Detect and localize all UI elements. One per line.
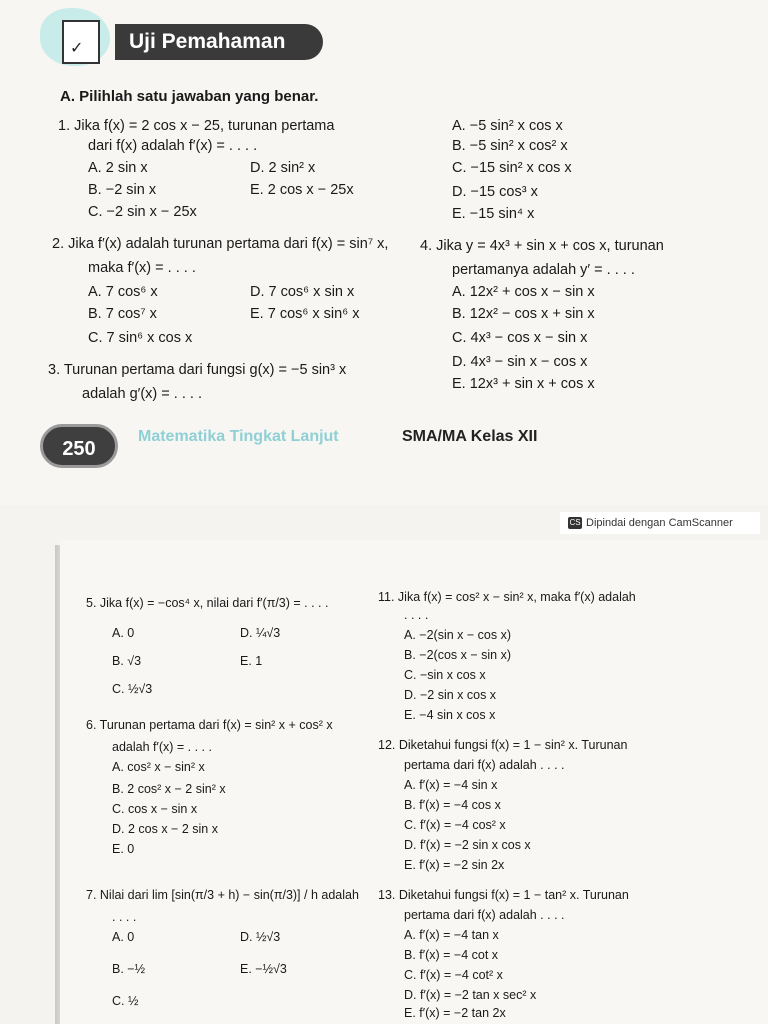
question-line: A. 2 sin x [88, 160, 148, 176]
question-line: D. −2 sin x cos x [404, 688, 497, 702]
page-number-badge: 250 [40, 424, 118, 468]
question-line: C. ½ [112, 994, 139, 1008]
book-subtitle: SMA/MA Kelas XII [402, 428, 538, 445]
question-line: C. 4x³ − cos x − sin x [452, 330, 588, 346]
question-line: B. 2 cos² x − 2 sin² x [112, 782, 226, 796]
question-line: D. ½√3 [240, 930, 281, 944]
camscanner-icon: CS [569, 518, 581, 528]
question-line: E. 2 cos x − 25x [250, 182, 354, 198]
book-title: Matematika Tingkat Lanjut [138, 428, 339, 445]
question-line: A. f′(x) = −4 sin x [404, 778, 498, 792]
question-line: D. ¼√3 [240, 626, 281, 640]
question-line: C. −15 sin² x cos x [452, 160, 572, 176]
question-line: 1. Jika f(x) = 2 cos x − 25, turunan pertama [58, 118, 335, 134]
question-line: adalah f′(x) = . . . . [112, 740, 212, 754]
question-line: D. f′(x) = −2 sin x cos x [404, 838, 531, 852]
question-line: C. cos x − sin x [112, 802, 198, 816]
section-instruction: A. Pilihlah satu jawaban yang benar. [60, 88, 319, 105]
question-line: A. 12x² + cos x − sin x [452, 284, 595, 300]
question-line: B. 12x² − cos x + sin x [452, 306, 595, 322]
question-line: E. f′(x) = −2 sin 2x [404, 858, 505, 872]
question-line: A. cos² x − sin² x [112, 760, 205, 774]
question-line: E. −15 sin⁴ x [452, 206, 535, 222]
camscanner-label: Dipindai dengan CamScanner [586, 517, 733, 529]
section-title: Uji Pemahaman [115, 24, 323, 60]
question-line: . . . . [404, 608, 429, 622]
question-line: B. f′(x) = −4 cos x [404, 798, 501, 812]
question-line: pertama dari f(x) adalah . . . . [404, 908, 565, 922]
question-line: 3. Turunan pertama dari fungsi g(x) = −5 sin³ x [48, 362, 347, 378]
question-line: D. 2 sin² x [250, 160, 316, 176]
question-line: 5. Jika f(x) = −cos⁴ x, nilai dari f′(π/3) = . . . . [86, 596, 329, 610]
question-line: 6. Turunan pertama dari f(x) = sin² x + cos² x [86, 718, 333, 732]
question-line: 12. Diketahui fungsi f(x) = 1 − sin² x. Turunan [378, 738, 628, 752]
question-line: C. −sin x cos x [404, 668, 486, 682]
question-line: E. 0 [112, 842, 135, 856]
question-line: D. 7 cos⁶ x sin x [250, 284, 355, 300]
question-line: C. 7 sin⁶ x cos x [88, 330, 193, 346]
question-line: E. 7 cos⁶ x sin⁶ x [250, 306, 360, 322]
question-line: C. −2 sin x − 25x [88, 204, 197, 220]
check-icon: ✓ [70, 40, 84, 57]
question-line: D. 4x³ − sin x − cos x [452, 354, 588, 370]
question-line: 13. Diketahui fungsi f(x) = 1 − tan² x. Turunan [378, 888, 629, 902]
question-line: E. −4 sin x cos x [404, 708, 496, 722]
question-line: maka f′(x) = . . . . [88, 260, 196, 276]
question-line: B. 7 cos⁷ x [88, 306, 157, 322]
question-line: A. f′(x) = −4 tan x [404, 928, 499, 942]
camscanner-watermark [560, 512, 760, 534]
question-line: B. −2 sin x [88, 182, 157, 198]
question-line: E. f′(x) = −2 tan 2x [404, 1006, 506, 1020]
question-line: pertamanya adalah y′ = . . . . [452, 262, 635, 278]
question-line: B. −½ [112, 962, 146, 976]
question-line: . . . . [112, 910, 137, 924]
question-line: B. f′(x) = −4 cot x [404, 948, 499, 962]
question-line: E. 12x³ + sin x + cos x [452, 376, 595, 392]
question-line: A. 0 [112, 930, 135, 944]
question-line: A. −2(sin x − cos x) [404, 628, 511, 642]
question-line: B. √3 [112, 654, 142, 668]
question-line: D. f′(x) = −2 tan x sec² x [404, 988, 537, 1002]
question-line: 7. Nilai dari lim [sin(π/3 + h) − sin(π/3)] / h adalah [86, 888, 359, 902]
question-line: dari f(x) adalah f′(x) = . . . . [88, 138, 258, 154]
question-line: pertama dari f(x) adalah . . . . [404, 758, 565, 772]
question-line: C. ½√3 [112, 682, 153, 696]
question-line: 11. Jika f(x) = cos² x − sin² x, maka f′(x) adalah [378, 590, 636, 604]
question-line: D. −15 cos³ x [452, 184, 538, 200]
question-line: C. f′(x) = −4 cos² x [404, 818, 506, 832]
question-line: 4. Jika y = 4x³ + sin x + cos x, turunan [420, 238, 664, 254]
question-line: adalah g′(x) = . . . . [82, 386, 202, 402]
question-line: A. 7 cos⁶ x [88, 284, 158, 300]
question-line: C. f′(x) = −4 cot² x [404, 968, 503, 982]
question-line: D. 2 cos x − 2 sin x [112, 822, 218, 836]
question-line: E. −½√3 [240, 962, 287, 976]
question-line: B. −5 sin² x cos² x [452, 138, 568, 154]
question-line: A. 0 [112, 626, 135, 640]
question-line: E. 1 [240, 654, 263, 668]
question-line: 2. Jika f′(x) adalah turunan pertama dari f(x) = sin⁷ x, [52, 236, 389, 252]
question-line: B. −2(cos x − sin x) [404, 648, 511, 662]
question-line: A. −5 sin² x cos x [452, 118, 563, 134]
